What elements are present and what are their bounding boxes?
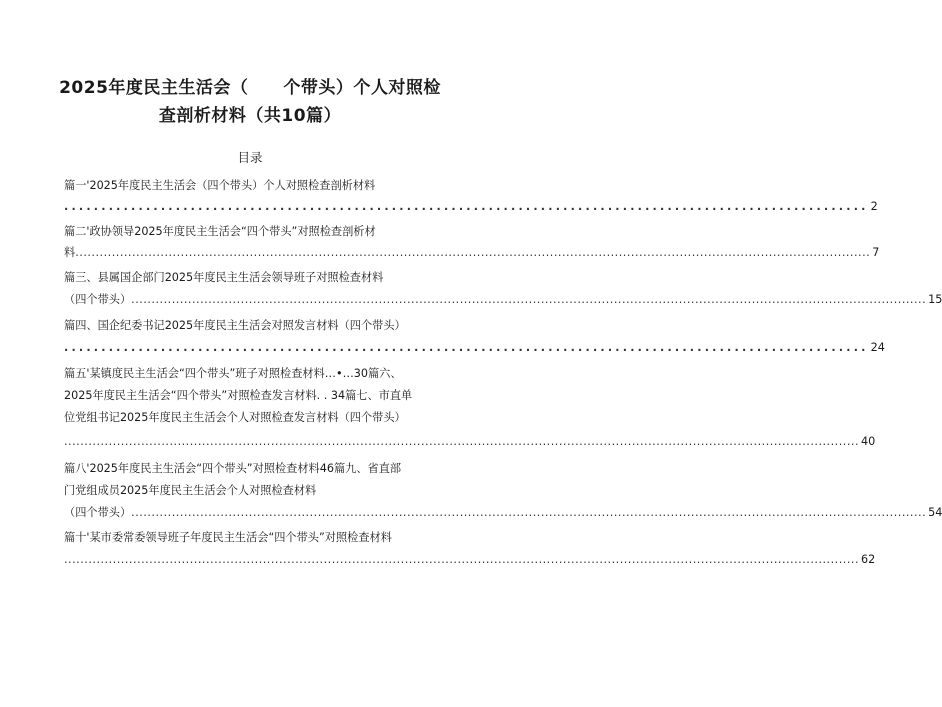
toc-entry-1-page: 2 bbox=[870, 200, 878, 213]
toc-entry-2-text[interactable]: 篇二'政协领导2025年度民主生活会“四个带头”对照检查剖析材 bbox=[64, 225, 376, 238]
toc-entry-1-text[interactable]: 篇一'2025年度民主生活会（四个带头）个人对照检查剖析材料 bbox=[64, 179, 376, 192]
toc-entry-7-page: 40 bbox=[861, 435, 876, 448]
dot-leader: .................................................................................................................................................................................................... bbox=[64, 553, 860, 566]
toc-entry-3-text-cont: （四个带头） bbox=[64, 293, 132, 306]
toc-heading: 目录 bbox=[237, 150, 263, 165]
dot-leader: ............................................................................................................ bbox=[64, 200, 869, 213]
toc-entry-10-text[interactable]: 篇十'某市委常委领导班子年度民主生活会“四个带头”对照检查材料 bbox=[64, 531, 392, 544]
toc-entry-2-page: 7 bbox=[872, 246, 880, 259]
toc-entry-2-text-cont: 料 bbox=[64, 246, 76, 259]
toc-entry-1-leader bbox=[64, 199, 878, 215]
toc-entry-4-leader bbox=[64, 340, 885, 356]
dot-leader: .................................................................................................................................................................................................... bbox=[64, 435, 860, 448]
toc-entry-4-text[interactable]: 篇四、国企纪委书记2025年度民主生活会对照发言材料（四个带头） bbox=[64, 319, 406, 332]
toc-entry-7-leader bbox=[64, 434, 876, 450]
toc-entry-10-page: 62 bbox=[861, 553, 876, 566]
toc-entry-8-text[interactable]: 篇八'2025年度民主生活会“四个带头”对照检查材料46篇九、省直部 bbox=[64, 462, 402, 475]
dot-leader: .................................................................................................................................................................................................... bbox=[131, 293, 927, 306]
toc-entry-9-page: 54 bbox=[928, 506, 942, 519]
toc-entry-3-text[interactable]: 篇三、县属国企部门2025年度民主生活会领导班子对照检查材料 bbox=[64, 271, 384, 284]
toc-entry-9-leader bbox=[64, 505, 942, 521]
toc-entry-6-text[interactable]: 2025年度民主生活会“四个带头”对照检查发言材料. . 34篇七、市直单 bbox=[64, 389, 413, 402]
toc-entry-9-text[interactable]: 门党组成员2025年度民主生活会个人对照检查材料 bbox=[64, 484, 317, 497]
toc-entry-3-leader bbox=[64, 292, 942, 308]
toc-entry-4-page: 24 bbox=[870, 341, 885, 354]
dot-leader: .................................................................................................................................................................................................... bbox=[75, 246, 871, 259]
dot-leader: ............................................................................................................ bbox=[64, 341, 869, 354]
toc-entry-7-text[interactable]: 位党组书记2025年度民主生活会个人对照检查发言材料（四个带头） bbox=[64, 411, 406, 424]
document-title-line1: 2025年度民主生活会（ 个带头）个人对照检 bbox=[59, 78, 441, 98]
toc-entry-10-leader bbox=[64, 552, 876, 568]
toc-entry-9-text-cont: （四个带头） bbox=[64, 506, 132, 519]
toc-entry-2-leader bbox=[64, 245, 880, 261]
toc-entry-3-page: 15 bbox=[928, 293, 942, 306]
dot-leader: .................................................................................................................................................................................................... bbox=[131, 506, 927, 519]
document-title-line2: 查剖析材料（共10篇） bbox=[158, 106, 342, 126]
toc-entry-5-text[interactable]: 篇五'某镇度民主生活会“四个带头”班子对照检查材料…•…30篇六、 bbox=[64, 367, 402, 380]
